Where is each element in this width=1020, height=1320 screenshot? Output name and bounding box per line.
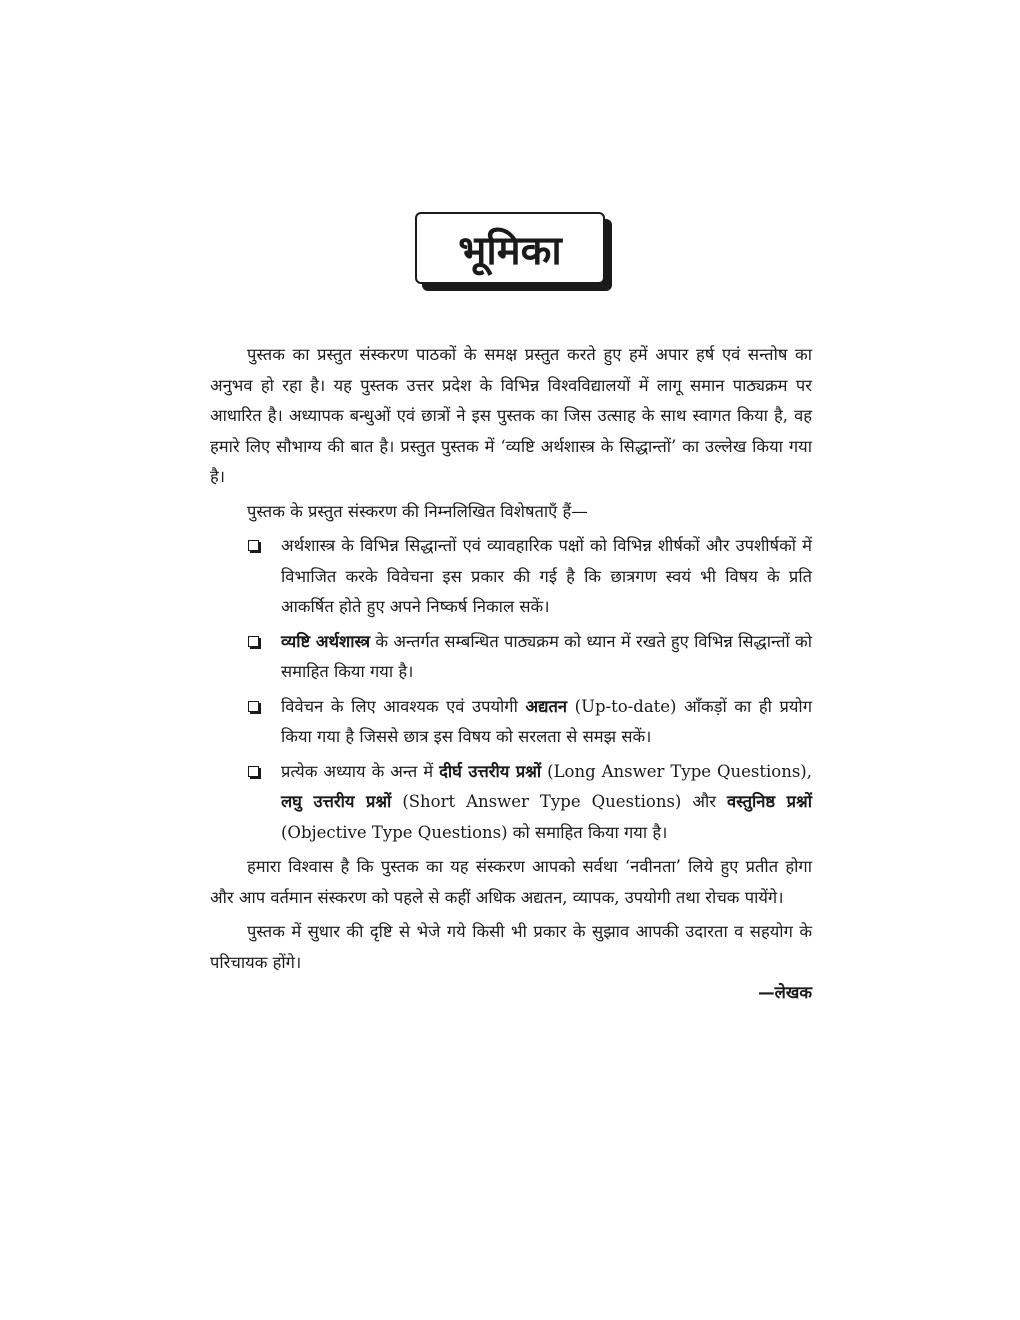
title-frame — [415, 212, 605, 284]
feature-text: (Up-to-date) आँकड़ों का ही प्रयोग किया गया है जिससे छात्र इस विषय को सरलता से समझ सकें। — [281, 696, 812, 746]
checkbox-bullet-icon — [248, 766, 259, 777]
closing-paragraph: हमारा विश्वास है कि पुस्तक का यह संस्करण आपको सर्वथा ‘नवीनता’ लिये हुए प्रतीत होगा और आप वर्तमान संस्करण को पहले से कहीं अधिक अद्यतन, व्यापक, उपयोगी तथा रोचक पायेंगे। — [210, 857, 812, 907]
feature-bold-term: लघु उत्तरीय प्रश्नों — [281, 792, 392, 811]
feature-text: (Objective Type Questions) को समाहित किया गया है। — [281, 822, 668, 842]
body-text — [210, 340, 812, 1009]
features-intro: पुस्तक के प्रस्तुत संस्करण की निम्नलिखित विशेषताएँ हैं— — [247, 501, 588, 521]
feature-text: अर्थशास्त्र के विभिन्न सिद्धान्तों एवं व्यावहारिक पक्षों को विभिन्न शीर्षकों और उपशीर्षकों में विभाजित करके विवेचना इस प्रकार की गई है कि छात्रगण स्वयं भी विषय के प्रति आकर्षित होते हुए अपने निष्कर्ष निकाल सकें। — [281, 536, 812, 616]
feature-text: प्रत्येक अध्याय के अन्त में — [281, 761, 440, 781]
feature-bold-term: व्यष्टि अर्थशास्त्र — [281, 631, 371, 651]
list-item — [210, 627, 812, 688]
checkbox-bullet-icon — [248, 540, 259, 551]
intro-paragraph: पुस्तक का प्रस्तुत संस्करण पाठकों के समक्ष प्रस्तुत करते हुए हमें अपार हर्ष एवं सन्तोष का अनुभव हो रहा है। यह पुस्तक उत्तर प्रदेश के विभिन्न विश्वविद्यालयों में लागू समान पाठ्यक्रम पर आधारित है। अध्यापक बन्धुओं एवं छात्रों ने इस पुस्तक का जिस उत्साह के साथ स्वागत किया है, वह हमारे लिए सौभाग्य की बात है। प्रस्तुत पुस्तक में ‘व्यष्टि अर्थशास्त्र के सिद्धान्तों’ का उल्लेख किया गया है। — [210, 345, 812, 486]
feature-bold-term: वस्तुनिष्ठ प्रश्नों — [727, 792, 812, 811]
suggestion-paragraph: पुस्तक में सुधार की दृष्टि से भेजे गये किसी भी प्रकार के सुझाव आपकी उदारता व सहयोग के परिचायक होंगे। — [210, 922, 812, 972]
checkbox-bullet-icon — [248, 636, 259, 647]
feature-bold-term: अद्यतन — [525, 696, 568, 716]
feature-text: (Short Answer Type Questions) और — [391, 792, 727, 811]
feature-text: के अन्तर्गत सम्बन्धित पाठ्यक्रम को ध्यान में रखते हुए विभिन्न सिद्धान्तों को समाहित किया गया है। — [281, 631, 812, 681]
feature-text: (Long Answer Type Questions), — [541, 761, 812, 781]
page-title: भूमिका — [415, 212, 605, 284]
author-signature: —लेखक — [758, 983, 812, 1002]
list-item — [210, 531, 812, 623]
list-item — [210, 757, 812, 849]
list-item — [210, 692, 812, 753]
feature-bold-term: दीर्घ उत्तरीय प्रश्नों — [439, 761, 542, 781]
checkbox-bullet-icon — [248, 701, 259, 712]
feature-list — [210, 531, 812, 848]
feature-text: विवेचन के लिए आवश्यक एवं उपयोगी — [281, 696, 526, 716]
